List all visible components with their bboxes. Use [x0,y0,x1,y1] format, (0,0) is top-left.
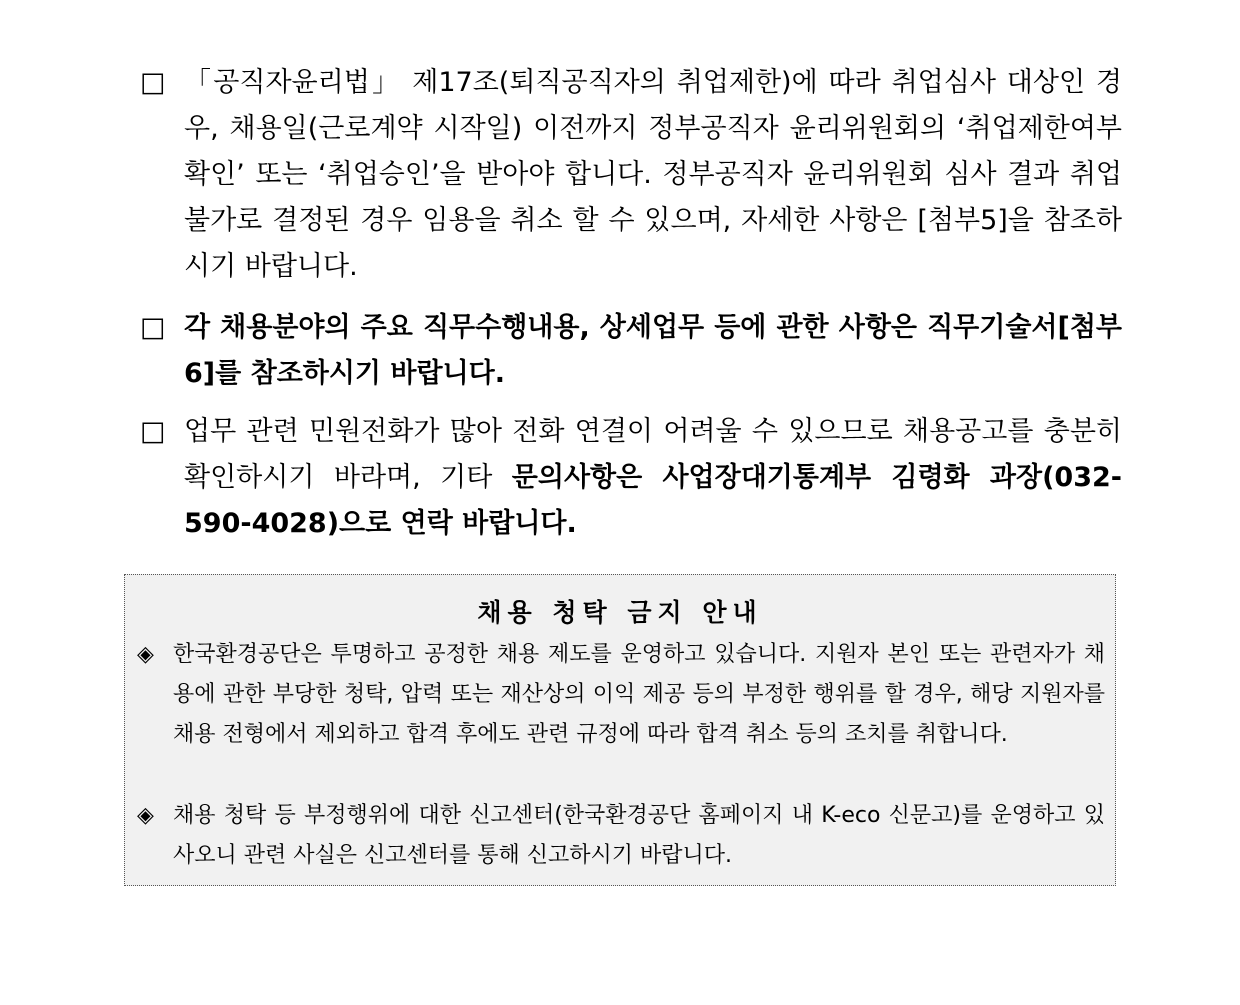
notice-title: 채용 청탁 금지 안내 [477,598,763,627]
diamond-bullet-icon: ◈ [137,642,154,667]
notice-item-job-description [140,305,1122,397]
checkbox-icon: □ [140,416,166,447]
notice-bullet [137,796,1105,876]
item-text: 「공직자윤리법」 제17조(퇴직공직자의 취업제한)에 따라 취업심사 대상인 경우, 채용일(근로계약 시작일) 이전까지 정부공직자 윤리위원회의 ‘취업제한여부 확인’ 또는 ‘취업승인’을 받아야 합니다. 정부공직자 윤리위원회 심사 결과 취업불가로 결정된 경우 임용을 취소 할 수 있으며, 자세한 사항은 [첨부5]을 참조하시기 바랍니다. [184,67,1122,282]
diamond-bullet-icon: ◈ [137,803,154,828]
notice-bullet [137,635,1105,755]
notice-item-employment-restriction [140,60,1122,290]
checkbox-icon: □ [140,312,166,343]
checkbox-icon: □ [140,67,166,98]
notice-item-inquiry [140,409,1122,547]
bullet-text: 채용 청탁 등 부정행위에 대한 신고센터(한국환경공단 홈페이지 내 K-eco 신문고)를 운영하고 있사오니 관련 사실은 신고센터를 통해 신고하시기 바랍니다. [173,803,1105,868]
item-text-plain: 업무 관련 민원전화가 많아 전화 연결이 어려울 수 있으므로 채용공고를 충분히 확인하시기 바라며, 기타 [184,416,1122,493]
contact-info: 문의사항은 사업장대기통계부 김령화 과장(032-590-4028)으로 연락 바랍니다. [184,462,1122,539]
bullet-text: 한국환경공단은 투명하고 공정한 채용 제도를 운영하고 있습니다. 지원자 본인 또는 관련자가 채용에 관한 부당한 청탁, 압력 또는 재산상의 이익 제공 등의 부정한 행위를 할 경우, 해당 지원자를 채용 전형에서 제외하고 합격 후에도 관련 규정에 따라 합격 취소 등의 조치를 취합니다. [173,642,1105,747]
recruitment-solicitation-notice-box [124,574,1116,886]
item-text [184,409,1122,547]
item-text: 각 채용분야의 주요 직무수행내용, 상세업무 등에 관한 사항은 직무기술서[첨부6]를 참조하시기 바랍니다. [184,312,1122,389]
